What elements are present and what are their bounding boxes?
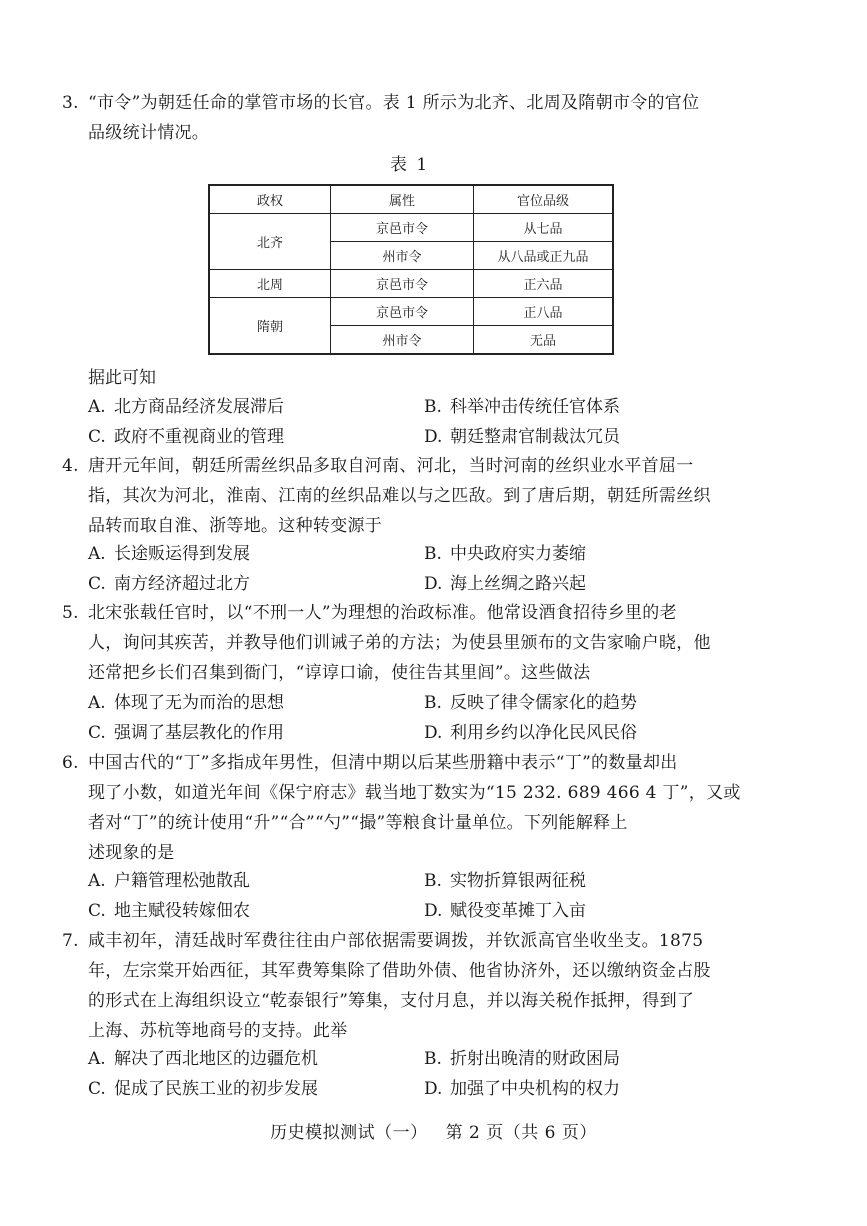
option-b[interactable] xyxy=(424,688,637,718)
table-cell-attribute: 州市令 xyxy=(331,242,474,270)
question-text: 中国古代的“丁”多指成年男性，但清中期以后某些册籍中表示“丁”的数量却出 xyxy=(88,753,678,773)
question-text: 咸丰初年，清廷战时军费往往由户部依据需要调拨，并钦派高官坐收坐支。1875 xyxy=(88,931,704,951)
option-text: 南方经济超过北方 xyxy=(114,574,250,594)
option-letter: A. xyxy=(88,544,106,564)
option-text: 体现了无为而治的思想 xyxy=(114,693,284,713)
option-text: 赋役变革摊丁入亩 xyxy=(450,901,586,921)
question-7-options xyxy=(88,1044,728,1104)
question-text: 北宋张载任官时，以“不刑一人”为理想的治政标准。他常设酒食招待乡里的老 xyxy=(88,603,677,623)
option-text: 实物折算银两征税 xyxy=(450,871,586,891)
option-b[interactable] xyxy=(424,539,586,569)
table-cell-regime: 北周 xyxy=(209,270,331,298)
question-6-line-1 xyxy=(62,748,742,778)
table-cell-rank: 从七品 xyxy=(474,214,614,242)
question-number: 6. xyxy=(62,753,79,773)
option-a[interactable] xyxy=(88,1044,318,1074)
option-c[interactable] xyxy=(88,422,284,452)
table-row xyxy=(209,298,613,326)
market-official-rank-table xyxy=(208,184,614,355)
option-text: 解决了西北地区的边疆危机 xyxy=(114,1049,318,1069)
option-text: 科举冲击传统任官体系 xyxy=(450,397,620,417)
table-cell-rank: 正八品 xyxy=(474,298,614,326)
option-d[interactable] xyxy=(424,422,620,452)
option-b[interactable] xyxy=(424,1044,620,1074)
table-cell-regime: 北齐 xyxy=(209,214,331,270)
option-c[interactable] xyxy=(88,718,284,748)
question-5-options xyxy=(88,688,728,748)
table-header-rank: 官位品级 xyxy=(474,185,614,214)
question-7-line-2: 年，左宗棠开始西征，其军费筹集除了借助外债、他省协济外，还以缴纳资金占股 xyxy=(88,961,711,981)
option-text: 海上丝绸之路兴起 xyxy=(450,574,586,594)
option-row xyxy=(88,1044,728,1074)
table-row xyxy=(209,270,613,298)
question-7-line-3: 的形式在上海组织设立“乾泰银行”筹集，支付月息，并以海关税作抵押，得到了 xyxy=(88,991,695,1011)
question-3-line-2: 品级统计情况。 xyxy=(88,123,210,143)
page-number: 第 2 页（共 6 页） xyxy=(445,1123,597,1143)
option-c[interactable] xyxy=(88,1074,318,1104)
option-text: 中央政府实力萎缩 xyxy=(450,544,586,564)
question-6-line-2: 现了小数，如道光年间《保宁府志》载当地丁数实为“15 232. 689 466 4 丁”，又或 xyxy=(88,783,741,803)
table-header-row xyxy=(209,185,613,214)
question-number: 7. xyxy=(62,931,79,951)
table-row xyxy=(209,214,613,242)
exam-title: 历史模拟测试（一） xyxy=(270,1123,428,1143)
option-letter: D. xyxy=(424,574,443,594)
question-7-line-1 xyxy=(62,926,742,956)
question-7-line-4: 上海、苏杭等地商号的支持。此举 xyxy=(88,1021,348,1041)
option-row xyxy=(88,539,728,569)
question-5 xyxy=(62,598,742,688)
option-a[interactable] xyxy=(88,688,284,718)
table-cell-rank: 无品 xyxy=(474,326,614,355)
question-text: 唐开元年间，朝廷所需丝织品多取自河南、河北，当时河南的丝织业水平首屈一 xyxy=(88,456,694,476)
table-cell-attribute: 京邑市令 xyxy=(331,214,474,242)
question-6 xyxy=(62,748,742,868)
option-letter: B. xyxy=(424,544,442,564)
option-letter: B. xyxy=(424,397,442,417)
question-number: 3. xyxy=(62,93,79,113)
option-d[interactable] xyxy=(424,569,586,599)
option-row xyxy=(88,392,728,422)
option-letter: C. xyxy=(88,1079,106,1099)
option-letter: A. xyxy=(88,397,106,417)
option-letter: D. xyxy=(424,901,443,921)
option-text: 北方商品经济发展滞后 xyxy=(114,397,284,417)
question-text: “市令”为朝廷任命的掌管市场的长官。表 1 所示为北齐、北周及隋朝市令的官位 xyxy=(88,93,700,113)
option-letter: C. xyxy=(88,427,106,447)
question-3-line-1 xyxy=(62,88,742,118)
question-7 xyxy=(62,926,742,1046)
option-row xyxy=(88,688,728,718)
table-cell-rank: 从八品或正九品 xyxy=(474,242,614,270)
table-cell-attribute: 州市令 xyxy=(331,326,474,355)
option-row xyxy=(88,569,728,599)
option-letter: D. xyxy=(424,427,443,447)
option-letter: D. xyxy=(424,723,443,743)
option-text: 利用乡约以净化民风民俗 xyxy=(450,723,637,743)
option-a[interactable] xyxy=(88,539,250,569)
question-5-line-3: 还常把乡长们召集到衙门，“谆谆口谕，使往告其里闾”。这些做法 xyxy=(88,663,591,683)
table-cell-regime: 隋朝 xyxy=(209,298,331,355)
table-caption: 表 1 xyxy=(390,155,430,175)
table-cell-rank: 正六品 xyxy=(474,270,614,298)
option-text: 地主赋役转嫁佃农 xyxy=(114,901,250,921)
option-text: 折射出晚清的财政困局 xyxy=(450,1049,620,1069)
question-5-line-2: 人，询问其疾苦，并教导他们训诫子弟的方法；为使县里颁布的文告家喻户晓，他 xyxy=(88,633,711,653)
option-c[interactable] xyxy=(88,896,250,926)
option-letter: A. xyxy=(88,693,106,713)
option-row xyxy=(88,866,728,896)
option-letter: B. xyxy=(424,871,442,891)
option-letter: A. xyxy=(88,871,106,891)
option-letter: C. xyxy=(88,723,106,743)
table-header-regime: 政权 xyxy=(209,185,331,214)
option-c[interactable] xyxy=(88,569,250,599)
option-b[interactable] xyxy=(424,392,620,422)
option-b[interactable] xyxy=(424,866,586,896)
table-cell-attribute: 京邑市令 xyxy=(331,270,474,298)
question-4-line-3: 品转而取自淮、浙等地。这种转变源于 xyxy=(88,516,383,536)
question-3 xyxy=(62,88,742,148)
option-row xyxy=(88,422,728,452)
option-row xyxy=(88,896,728,926)
question-3-stem-tail: 据此可知 xyxy=(88,368,156,388)
option-row xyxy=(88,718,728,748)
option-letter: C. xyxy=(88,901,106,921)
question-4-options xyxy=(88,539,728,599)
option-d[interactable] xyxy=(424,1074,620,1104)
question-6-line-4: 述现象的是 xyxy=(88,843,175,863)
option-text: 长途贩运得到发展 xyxy=(114,544,250,564)
option-text: 户籍管理松弛散乱 xyxy=(114,871,250,891)
option-d[interactable] xyxy=(424,896,586,926)
question-3-options xyxy=(88,392,728,452)
option-letter: B. xyxy=(424,693,442,713)
question-6-options xyxy=(88,866,728,926)
option-row xyxy=(88,1074,728,1104)
question-5-line-1 xyxy=(62,598,742,628)
page-footer xyxy=(0,1118,867,1143)
option-text: 强调了基层教化的作用 xyxy=(114,723,284,743)
table-cell-attribute: 京邑市令 xyxy=(331,298,474,326)
option-text: 政府不重视商业的管理 xyxy=(114,427,284,447)
option-text: 加强了中央机构的权力 xyxy=(450,1079,620,1099)
option-letter: D. xyxy=(424,1079,443,1099)
option-d[interactable] xyxy=(424,718,637,748)
table-header-attribute: 属性 xyxy=(331,185,474,214)
question-4 xyxy=(62,451,742,541)
option-letter: B. xyxy=(424,1049,442,1069)
question-number: 4. xyxy=(62,456,79,476)
option-letter: A. xyxy=(88,1049,106,1069)
question-4-line-1 xyxy=(62,451,742,481)
option-text: 反映了律令儒家化的趋势 xyxy=(450,693,637,713)
option-text: 促成了民族工业的初步发展 xyxy=(114,1079,318,1099)
question-4-line-2: 指，其次为河北，淮南、江南的丝织品难以与之匹敌。到了唐后期，朝廷所需丝织 xyxy=(88,486,711,506)
option-a[interactable] xyxy=(88,866,250,896)
question-number: 5. xyxy=(62,603,79,623)
option-a[interactable] xyxy=(88,392,284,422)
option-letter: C. xyxy=(88,574,106,594)
option-text: 朝廷整肃官制裁汰冗员 xyxy=(450,427,620,447)
question-6-line-3: 者对“丁”的统计使用“升”“合”“勺”“撮”等粮食计量单位。下列能解释上 xyxy=(88,813,628,833)
